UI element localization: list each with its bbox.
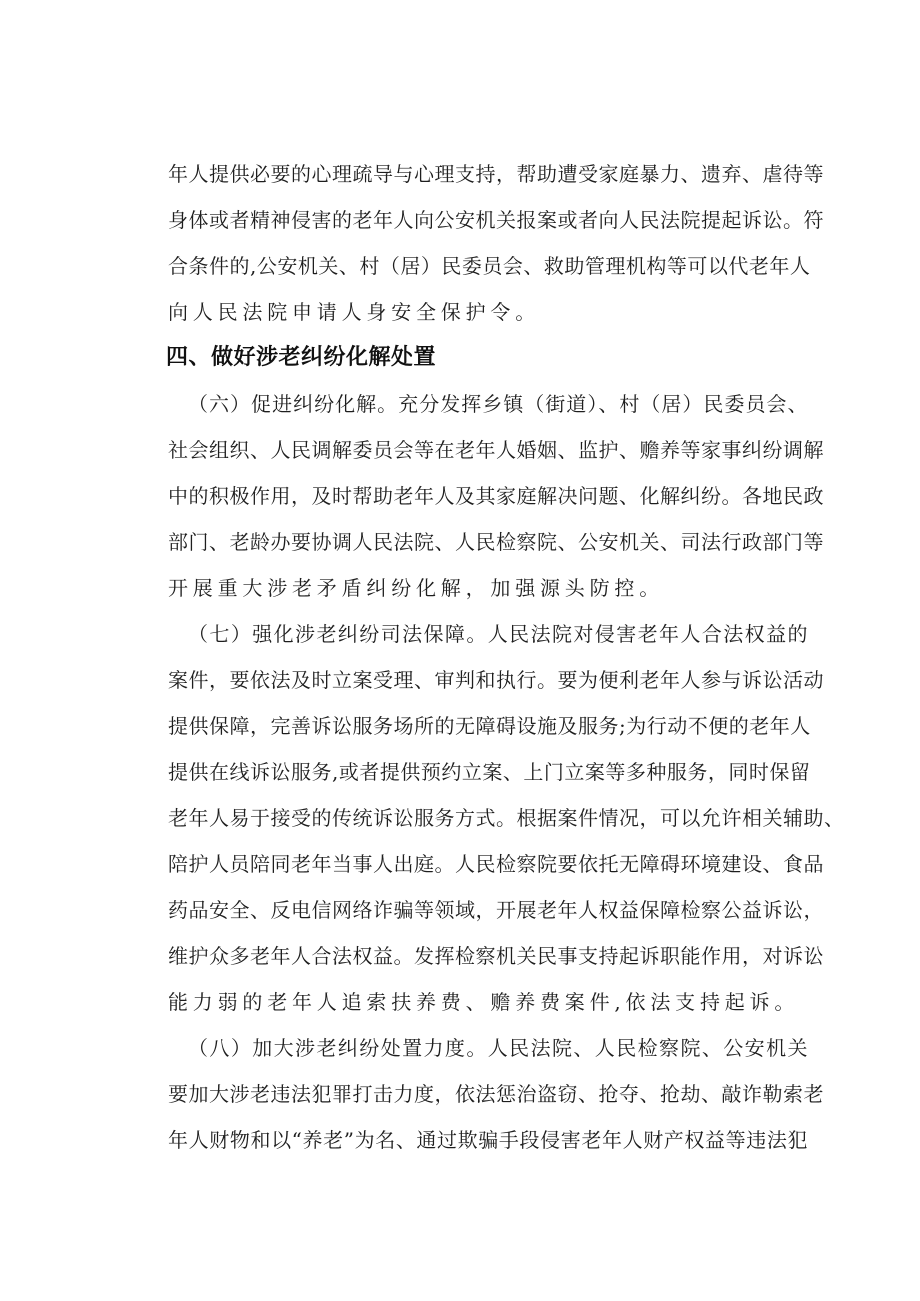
- paragraph-7-line-4: 提供在线诉讼服务,或者提供预约立案、上门立案等多种服务，同时保留: [168, 760, 811, 784]
- paragraph-7-line-8: 维护众多老年人合法权益。发挥检察机关民事支持起诉职能作用，对诉讼: [168, 944, 824, 968]
- section-heading: 四、做好涉老纠纷化解处置: [166, 345, 437, 370]
- paragraph-6-line-2: 社会组织、人民调解委员会等在老年人婚姻、监护、赡养等家事纠纷调解: [168, 438, 824, 462]
- paragraph-7-line-2: 案件，要依法及时立案受理、审判和执行。要为便利老年人参与诉讼活动: [168, 668, 824, 692]
- intro-line-4: 向人民法院申请人身安全保护令。: [168, 300, 540, 324]
- paragraph-6-line-3: 中的积极作用，及时帮助老年人及其家庭解决问题、化解纠纷。各地民政: [168, 484, 824, 508]
- paragraph-6-line-4: 部门、老龄办要协调人民法院、人民检察院、公安机关、司法行政部门等: [168, 530, 824, 554]
- paragraph-7-line-9: 能力弱的老年人追索扶养费、赡养费案件,依法支持起诉。: [168, 990, 800, 1014]
- intro-line-1: 年人提供必要的心理疏导与心理支持，帮助遭受家庭暴力、遗弃、虐待等: [168, 162, 824, 186]
- intro-line-2: 身体或者精神侵害的老年人向公安机关报案或者向人民法院提起诉讼。符: [168, 208, 824, 232]
- paragraph-7-line-6: 陪护人员陪同老年当事人出庭。人民检察院要依托无障碍环境建设、食品: [168, 852, 824, 876]
- paragraph-7-line-5: 老年人易于接受的传统诉讼服务方式。根据案件情况，可以允许相关辅助、: [168, 806, 845, 830]
- paragraph-7-line-7: 药品安全、反电信网络诈骗等领域，开展老年人权益保障检察公益诉讼，: [168, 898, 824, 922]
- paragraph-6-line-5: 开展重大涉老矛盾纠纷化解，加强源头防控。: [168, 576, 664, 600]
- paragraph-7-line-3: 提供保障，完善诉讼服务场所的无障碍设施及服务;为行动不便的老年人: [168, 714, 811, 738]
- paragraph-8-line-3: 年人财物和以“养老”为名、通过欺骗手段侵害老年人财产权益等违法犯: [168, 1128, 808, 1152]
- paragraph-6-line-1: （六）促进纠纷化解。充分发挥乡镇（街道）、村（居）民委员会、: [188, 392, 808, 416]
- paragraph-8-line-1: （八）加大涉老纠纷处置力度。人民法院、人民检察院、公安机关: [188, 1036, 808, 1060]
- paragraph-8-line-2: 要加大涉老违法犯罪打击力度，依法惩治盗窃、抢夺、抢劫、敲诈勒索老: [168, 1082, 824, 1106]
- paragraph-7-line-1: （七）强化涉老纠纷司法保障。人民法院对侵害老年人合法权益的: [188, 622, 808, 646]
- intro-line-3: 合条件的,公安机关、村（居）民委员会、救助管理机构等可以代老年人: [168, 254, 811, 278]
